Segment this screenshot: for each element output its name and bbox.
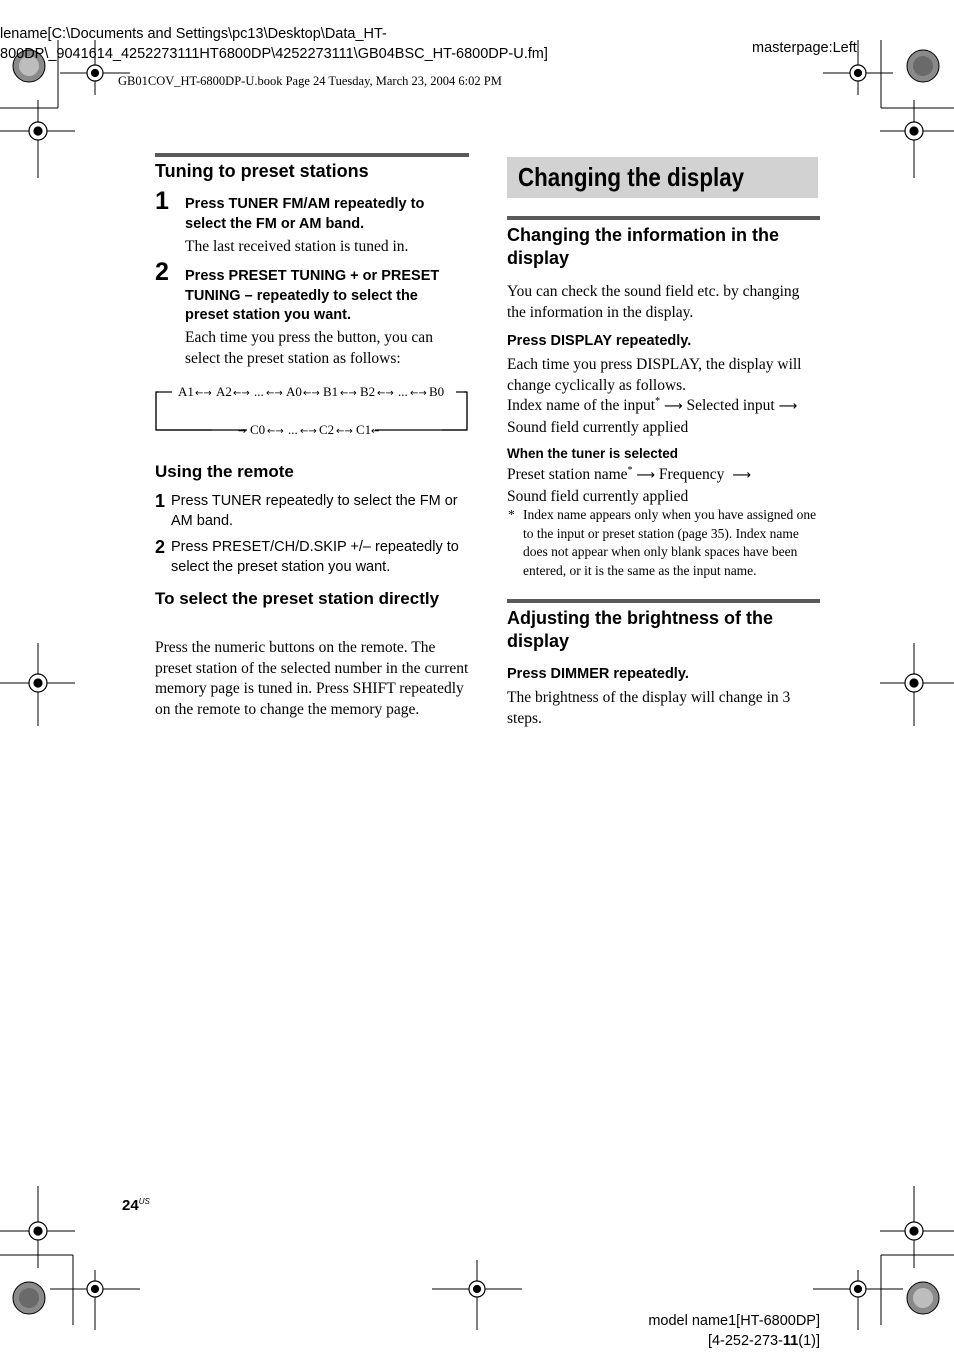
part-code-prefix: [4-252-273- bbox=[707, 1333, 783, 1349]
arrow-right-icon: ⟶ bbox=[663, 399, 683, 414]
diagram-a0: A0 bbox=[286, 384, 302, 399]
svg-text:←→: ←→ bbox=[303, 388, 320, 399]
remote-step-2-number: 2 bbox=[155, 537, 166, 557]
diagram-b0: B0 bbox=[429, 384, 445, 399]
filename-line-1: lename[C:\Documents and Settings\pc13\Desktop\Data_HT- bbox=[0, 26, 387, 42]
info-paragraph: You can check the sound field etc. by changing the information in the display. bbox=[507, 283, 800, 321]
press-dimmer-instruction: Press DIMMER repeatedly. bbox=[507, 666, 689, 682]
part-code-line bbox=[560, 1331, 820, 1351]
footnote-text: Index name appears only when you have assigned one to the input or preset station (page 35). Index name does not appear when only blank spaces have been entered, or it is the same as the input name. bbox=[523, 507, 817, 578]
diagram-a2: A2 bbox=[216, 384, 232, 399]
direct-subtitle: To select the preset station directly bbox=[155, 589, 440, 608]
tuner-subtitle: When the tuner is selected bbox=[507, 446, 679, 461]
step-1-number: 1 bbox=[155, 187, 169, 215]
tuner-frequency: Frequency bbox=[658, 466, 725, 483]
svg-text:→: → bbox=[238, 426, 247, 434]
direct-paragraph: Press the numeric buttons on the remote. The preset station of the selected number in the current memory page is tuned in. Press SHIFT repeatedly on the remote to change the memory page. bbox=[155, 639, 469, 718]
part-code-bold: 11 bbox=[782, 1333, 799, 1349]
remote-step-1-text: Press TUNER repeatedly to select the FM or AM band. bbox=[171, 493, 458, 529]
svg-text:←: ← bbox=[371, 426, 380, 434]
svg-text:←→: ←→ bbox=[377, 388, 394, 399]
svg-text:←→: ←→ bbox=[195, 388, 212, 399]
filename-line-2: 800DP\_9041614_4252273111HT6800DP\4252273111\GB04BSC_HT-6800DP-U.fm] bbox=[0, 46, 548, 62]
masterpage-label: masterpage:Left bbox=[752, 40, 857, 56]
svg-text:←→: ←→ bbox=[266, 388, 283, 399]
diagram-c0: C0 bbox=[250, 422, 266, 434]
cycle-paragraph: Each time you press DISPLAY, the display will change cyclically as follows. bbox=[507, 356, 802, 394]
svg-text:←→: ←→ bbox=[340, 388, 357, 399]
preset-cycle-diagram bbox=[152, 380, 472, 434]
section-title-tuning: Tuning to preset stations bbox=[155, 161, 369, 181]
svg-text:←→: ←→ bbox=[233, 388, 250, 399]
changing-display-banner bbox=[507, 157, 818, 198]
filename-path bbox=[0, 24, 548, 64]
left-section-rule bbox=[155, 153, 469, 157]
model-info bbox=[560, 1311, 820, 1351]
diagram-ellipsis-1: ... bbox=[254, 384, 264, 399]
part-code-suffix: (1)] bbox=[798, 1333, 820, 1349]
brightness-section-title: Adjusting the brightness of the display bbox=[507, 608, 773, 651]
diagram-ellipsis-3: ... bbox=[288, 422, 298, 434]
brightness-section-rule bbox=[507, 599, 820, 603]
cycle-asterisk: * bbox=[655, 395, 661, 407]
cycle-sound-field: Sound field currently applied bbox=[507, 418, 689, 436]
tuner-asterisk: * bbox=[627, 464, 633, 476]
svg-text:←→: ←→ bbox=[410, 388, 427, 399]
diagram-b2: B2 bbox=[360, 384, 376, 399]
step-1-note: The last received station is tuned in. bbox=[185, 238, 409, 255]
step-2-number: 2 bbox=[155, 258, 169, 286]
cycle-selected-input: Selected input bbox=[686, 397, 775, 414]
svg-text:←→: ←→ bbox=[300, 426, 317, 434]
footnote-mark: * bbox=[508, 507, 515, 522]
step-2-note: Each time you press the button, you can select the preset station as follows: bbox=[185, 329, 433, 367]
press-display-instruction: Press DISPLAY repeatedly. bbox=[507, 333, 692, 349]
diagram-a1: A1 bbox=[178, 384, 194, 399]
arrow-right-icon: ⟶ bbox=[728, 468, 751, 483]
remote-step-2-text: Press PRESET/CH/D.SKIP +/– repeatedly to select the preset station you want. bbox=[171, 539, 459, 575]
banner-title: Changing the display bbox=[518, 162, 745, 192]
page-number-suffix: US bbox=[138, 1197, 150, 1206]
tuner-preset-name: Preset station name bbox=[507, 466, 628, 483]
cycle-sequence bbox=[507, 396, 820, 438]
svg-text:←→: ←→ bbox=[267, 426, 284, 434]
remote-step-1-number: 1 bbox=[155, 491, 166, 511]
brightness-paragraph: The brightness of the display will change in 3 steps. bbox=[507, 689, 791, 727]
cycle-index-name: Index name of the input bbox=[507, 397, 656, 414]
diagram-b1: B1 bbox=[323, 384, 339, 399]
tuner-sound-field: Sound field currently applied bbox=[507, 487, 689, 505]
remote-subtitle: Using the remote bbox=[155, 462, 294, 481]
diagram-c1: C1 bbox=[356, 422, 372, 434]
step-1-instruction: Press TUNER FM/AM repeatedly to select the FM or AM band. bbox=[185, 196, 425, 232]
info-section-rule bbox=[507, 216, 820, 220]
page-number bbox=[122, 1197, 150, 1214]
diagram-c2: C2 bbox=[319, 422, 335, 434]
model-name-line: model name1[HT-6800DP] bbox=[648, 1313, 820, 1329]
tuner-sequence bbox=[507, 465, 820, 507]
info-section-title: Changing the information in the display bbox=[507, 225, 779, 268]
arrow-right-icon: ⟶ bbox=[778, 399, 798, 414]
diagram-ellipsis-2: ... bbox=[398, 384, 408, 399]
step-2-instruction: Press PRESET TUNING + or PRESET TUNING – repeatedly to select the preset station you want. bbox=[185, 268, 440, 323]
book-info-line: GB01COV_HT-6800DP-U.book Page 24 Tuesday, March 23, 2004 6:02 PM bbox=[118, 74, 502, 88]
svg-text:←→: ←→ bbox=[336, 426, 353, 434]
page-number-value: 24 bbox=[122, 1197, 139, 1214]
arrow-right-icon: ⟶ bbox=[636, 468, 656, 483]
